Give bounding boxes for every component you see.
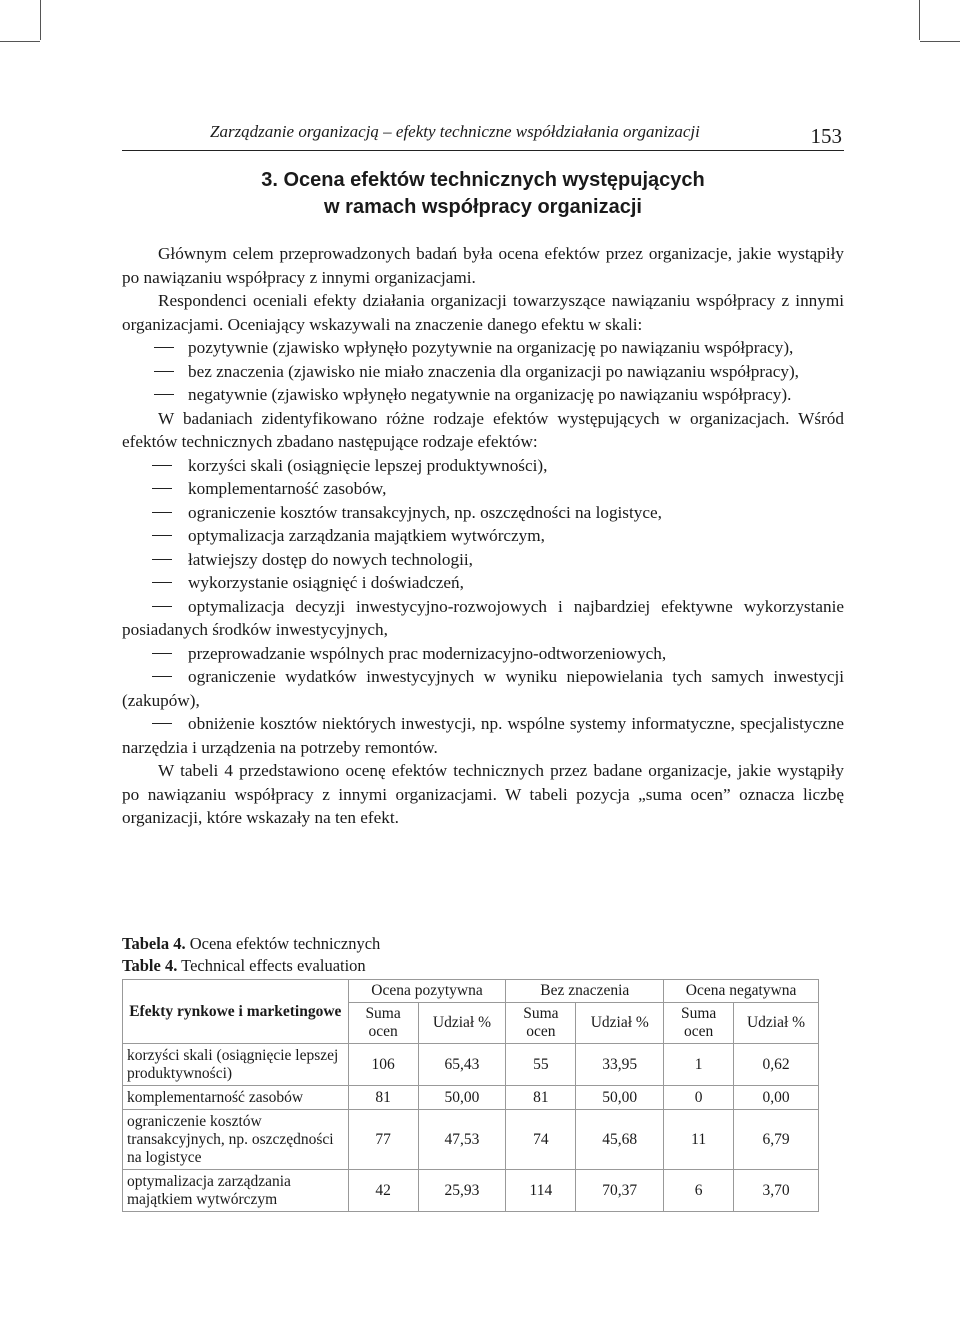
table-cell: 25,93 (418, 1170, 506, 1212)
table-row-label: ograniczenie kosztów transakcyjnych, np. oszczędności na logistyce (123, 1110, 349, 1170)
section-title-line: w ramach współpracy organizacji (324, 196, 642, 218)
dash-bullet (152, 606, 172, 607)
crop-mark (0, 41, 40, 42)
caption-label: Table 4. (122, 956, 178, 975)
table-cell: 1 (664, 1044, 734, 1086)
paragraph: Głównym celem przeprowadzonych badań była ocena efektów przez organizacje, jakie wystąpiły po nawiązaniu współpracy z innymi organizacjami. (122, 244, 844, 287)
table-row-label: komplementarność zasobów (123, 1086, 349, 1110)
running-title: Zarządzanie organizacją – efekty techniczne współdziałania organizacji (210, 122, 700, 141)
list-item: bez znaczenia (zjawisko nie miało znaczenia dla organizacji po nawiązaniu współpracy), (122, 360, 844, 384)
table-group-header: Ocena negatywna (664, 980, 819, 1003)
list-item: komplementarność zasobów, (122, 477, 844, 501)
dash-bullet (152, 653, 172, 654)
dash-bullet (152, 559, 172, 560)
list-item: łatwiejszy dostęp do nowych technologii, (122, 548, 844, 572)
table-cell: 74 (506, 1110, 576, 1170)
table-caption-pl (122, 934, 380, 954)
table-cell: 0 (664, 1086, 734, 1110)
table-row-label: optymalizacja zarządzania majątkiem wytwórczym (123, 1170, 349, 1212)
list-item: optymalizacja decyzji inwestycyjno-rozwojowych i najbardziej efektywne wykorzystanie posiadanych środków inwestycyjnych, (122, 596, 844, 639)
table-cell: 77 (348, 1110, 418, 1170)
table-cell: 45,68 (576, 1110, 664, 1170)
caption-text: Ocena efektów technicznych (189, 934, 381, 953)
table-cell: 70,37 (576, 1170, 664, 1212)
paragraph: W tabeli 4 przedstawiono ocenę efektów technicznych przez badane organizacje, jakie wystąpiły po nawiązaniu współpracy z innymi organizacjami. W tabeli pozycja „suma ocen” oznacza liczbę organizacji, które wskazały na ten efekt. (122, 761, 844, 827)
table-row (123, 1170, 819, 1212)
table-cell: 0,00 (734, 1086, 819, 1110)
table-row-label: korzyści skali (osiągnięcie lepszej produktywności) (123, 1044, 349, 1086)
list-item: ograniczenie wydatków inwestycyjnych w wyniku niepowielania tych samych inwestycji (zakupów), (122, 667, 844, 710)
table-cell: 47,53 (418, 1110, 506, 1170)
list-item: korzyści skali (osiągnięcie lepszej produktywności), (122, 454, 844, 478)
table-row (123, 1086, 819, 1110)
table-cell: 55 (506, 1044, 576, 1086)
table-cell: 106 (348, 1044, 418, 1086)
table-cell: 50,00 (418, 1086, 506, 1110)
table-cell: 33,95 (576, 1044, 664, 1086)
crop-mark (919, 0, 920, 40)
paragraph: Respondenci oceniali efekty działania organizacji towarzyszące nawiązaniu współpracy z innymi organizacjami. Oceniający wskazywali na znaczenie danego efektu w skali: (122, 291, 844, 334)
table-cell: 3,70 (734, 1170, 819, 1212)
table-cell: 6,79 (734, 1110, 819, 1170)
crop-mark (920, 41, 960, 42)
table-cell: 6 (664, 1170, 734, 1212)
crop-mark (40, 0, 41, 40)
effects-table (122, 979, 819, 1212)
page-number: 153 (810, 124, 842, 148)
table-row (123, 1044, 819, 1086)
table-cell: 81 (506, 1086, 576, 1110)
table-caption-en (122, 956, 366, 976)
dash-bullet (152, 465, 172, 466)
page-header (122, 118, 844, 151)
dash-bullet (152, 582, 172, 583)
list-item: negatywnie (zjawisko wpłynęło negatywnie na organizację po nawiązaniu współpracy). (122, 383, 844, 407)
table-subheader: Suma ocen (348, 1003, 418, 1044)
table-corner-header: Efekty rynkowe i marketingowe (123, 980, 349, 1044)
table-subheader: Udział % (576, 1003, 664, 1044)
dash-bullet (152, 535, 172, 536)
list-item: wykorzystanie osiągnięć i doświadczeń, (122, 571, 844, 595)
caption-text: Technical effects evaluation (181, 956, 366, 975)
table-subheader: Udział % (734, 1003, 819, 1044)
dash-bullet (154, 394, 174, 395)
table-row (123, 1110, 819, 1170)
list-item: obniżenie kosztów niektórych inwestycji, np. wspólne systemy informatyczne, specjalistyczne narzędzia i urządzenia na potrzeby remontów. (122, 714, 844, 757)
table-subheader: Suma ocen (664, 1003, 734, 1044)
section-title-line: 3. Ocena efektów technicznych występujących (261, 169, 705, 191)
table-cell: 11 (664, 1110, 734, 1170)
table-cell: 42 (348, 1170, 418, 1212)
table-cell: 114 (506, 1170, 576, 1212)
table-cell: 50,00 (576, 1086, 664, 1110)
dash-bullet (152, 676, 172, 677)
list-item: przeprowadzanie wspólnych prac modernizacyjno-odtworzeniowych, (122, 642, 844, 666)
table-subheader: Udział % (418, 1003, 506, 1044)
list-item: optymalizacja zarządzania majątkiem wytwórczym, (122, 524, 844, 548)
table-group-header: Bez znaczenia (506, 980, 664, 1003)
list-item: pozytywnie (zjawisko wpłynęło pozytywnie na organizację po nawiązaniu współpracy), (122, 336, 844, 360)
dash-bullet (154, 371, 174, 372)
caption-label: Tabela 4. (122, 934, 186, 953)
body-text (122, 242, 844, 830)
dash-bullet (152, 723, 172, 724)
table-subheader: Suma ocen (506, 1003, 576, 1044)
table-group-header: Ocena pozytywna (348, 980, 506, 1003)
list-item: ograniczenie kosztów transakcyjnych, np. oszczędności na logistyce, (122, 501, 844, 525)
section-title (122, 167, 844, 221)
dash-bullet (152, 488, 172, 489)
paragraph: W badaniach zidentyfikowano różne rodzaje efektów występujących w organizacjach. Wśród efektów technicznych zbadano następujące rodzaje efektów: (122, 408, 844, 451)
table-cell: 81 (348, 1086, 418, 1110)
dash-bullet (152, 512, 172, 513)
dash-bullet (154, 347, 174, 348)
table-cell: 65,43 (418, 1044, 506, 1086)
table-cell: 0,62 (734, 1044, 819, 1086)
